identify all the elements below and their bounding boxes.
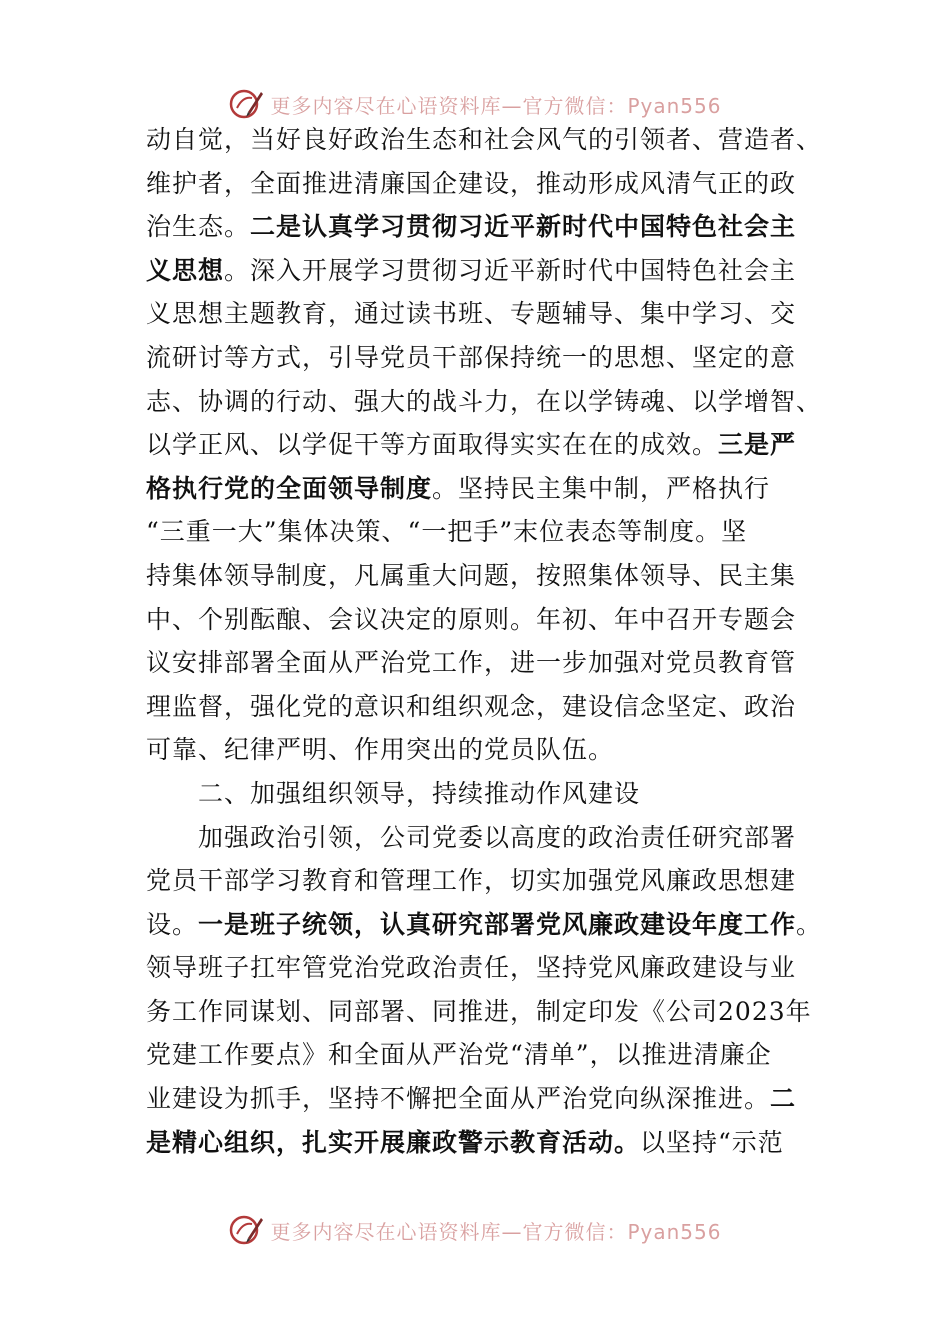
watermark-text: 更多内容尽在心语资料库—官方微信：Pyan556 xyxy=(270,1219,722,1244)
text-segment: 务工作同谋划、同部署、同推进，制定印发《公司2023年 xyxy=(146,996,812,1026)
text-segment: 以学正风、以学促干等方面取得实实在在的成效。 xyxy=(146,430,719,460)
text-segment: 动自觉，当好良好政治生态和社会风气的引领者、营造者、 xyxy=(146,125,823,154)
text-segment: 中、个别酝酿、会议决定的原则。年初、年中召开专题会 xyxy=(146,604,797,634)
text-segment: 可靠、纪律严明、作用突出的党员队伍。 xyxy=(146,735,615,765)
watermark-text: 更多内容尽在心语资料库—官方微信：Pyan556 xyxy=(270,93,722,118)
text-line xyxy=(146,162,796,206)
text-line xyxy=(146,859,796,903)
document-body xyxy=(146,118,823,1164)
text-line xyxy=(146,1121,796,1165)
text-line xyxy=(146,990,812,1034)
pen-seal-logo-icon xyxy=(228,1212,264,1248)
text-segment: 党建工作要点》和全面从严治党“清单”，以推进清廉企 xyxy=(146,1040,772,1070)
text-segment: 治生态。 xyxy=(146,212,251,242)
text-line xyxy=(146,467,796,511)
text-line xyxy=(146,1077,796,1121)
bold-text-segment: 二是认真学习贯彻习近平新时代中国特色社会主 xyxy=(250,212,797,242)
text-line xyxy=(146,292,796,336)
text-line xyxy=(146,903,823,947)
text-segment: 业建设为抓手，坚持不懈把全面从严治党向纵深推进。 xyxy=(146,1084,771,1114)
bold-text-segment: 三是严 xyxy=(718,430,797,460)
text-line xyxy=(146,598,796,642)
text-segment: 党员干部学习教育和管理工作，切实加强党风廉政思想建 xyxy=(146,866,797,896)
text-line xyxy=(146,554,796,598)
text-segment: 志、协调的行动、强大的战斗力，在以学铸魂、以学增智、 xyxy=(146,386,823,416)
text-line xyxy=(146,816,796,860)
bold-text-segment: 一是班子统领，认真研究部署党风廉政建设年度工作 xyxy=(198,909,797,939)
text-segment: 。深入开展学习贯彻习近平新时代中国特色社会主 xyxy=(224,255,797,285)
text-line xyxy=(146,728,796,772)
text-segment: 加强政治引领，公司党委以高度的政治责任研究部署 xyxy=(198,822,797,852)
text-line xyxy=(146,510,796,554)
text-segment: 二、加强组织领导，持续推动作风建设 xyxy=(198,778,641,808)
footer-watermark-banner xyxy=(0,1210,950,1250)
text-segment: 设。 xyxy=(146,909,199,939)
bold-text-segment: 格执行党的全面领导制度 xyxy=(146,473,433,503)
text-line xyxy=(146,205,796,249)
bold-text-segment: 二 xyxy=(770,1084,797,1114)
text-segment: 议安排部署全面从严治党工作，进一步加强对党员教育管 xyxy=(146,648,797,678)
text-segment: 以坚持“示范 xyxy=(640,1127,784,1157)
text-line xyxy=(146,336,796,380)
text-line xyxy=(146,1033,796,1077)
text-segment: “三重一大”集体决策、“一把手”末位表态等制度。坚 xyxy=(146,517,748,547)
bold-text-segment: 是精心组织，扎实开展廉政警示教育活动。 xyxy=(146,1127,641,1157)
text-line xyxy=(146,249,796,293)
text-line xyxy=(146,423,796,467)
text-line xyxy=(146,641,796,685)
text-line xyxy=(146,946,796,990)
text-segment: 领导班子扛牢管党治党政治责任，坚持党风廉政建设与业 xyxy=(146,953,797,983)
text-segment: 持集体领导制度，凡属重大问题，按照集体领导、民主集 xyxy=(146,560,797,590)
text-line xyxy=(146,685,796,729)
text-segment: 。坚持民主集中制，严格执行 xyxy=(432,473,771,503)
text-segment: 维护者，全面推进清廉国企建设，推动形成风清气正的政 xyxy=(146,168,797,198)
text-segment: 。 xyxy=(796,909,823,939)
text-segment: 理监督，强化党的意识和组织观念，建设信念坚定、政治 xyxy=(146,691,797,721)
text-line xyxy=(146,380,823,424)
text-segment: 流研讨等方式，引导党员干部保持统一的思想、坚定的意 xyxy=(146,342,797,372)
bold-text-segment: 义思想 xyxy=(146,255,225,285)
text-line xyxy=(146,772,796,816)
pen-seal-logo-icon xyxy=(228,86,264,122)
text-segment: 义思想主题教育，通过读书班、专题辅导、集中学习、交 xyxy=(146,299,797,329)
text-line xyxy=(146,118,823,162)
